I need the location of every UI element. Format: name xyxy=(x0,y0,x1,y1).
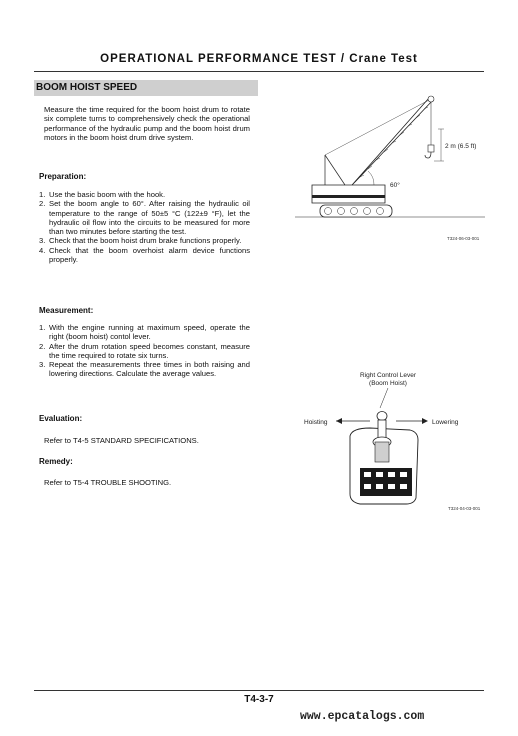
list-item: 1. With the engine running at maximum speed, operate the right (boom hoist) contol lever. xyxy=(39,323,250,342)
watermark: www.epcatalogs.com xyxy=(300,710,425,723)
control-lever-figure xyxy=(300,368,490,518)
list-item: 2. Set the boom angle to 60°. After raising the hydraulic oil temperature to the range of 50±5 °C (122±9 °F), let the hydraulic oil flow into the circuits to be measured for more than two minutes before starting the test. xyxy=(39,199,250,237)
list-item: 2. After the drum rotation speed becomes constant, measure the time required to rotate six turns. xyxy=(39,341,250,360)
page-number: T4-3-7 xyxy=(244,694,274,705)
figure-caption: T324-04-03-001 xyxy=(448,506,481,511)
page-title: OPERATIONAL PERFORMANCE TEST / Crane Test xyxy=(100,53,418,65)
hoisting-label: Hoisting xyxy=(304,419,328,426)
list-item: 4. Check that the boom overhoist alarm device functions properly. xyxy=(39,245,250,265)
list-item: 3. Check that the boom hoist drum brake functions properly. xyxy=(39,236,242,246)
preparation-heading: Preparation: xyxy=(39,172,87,181)
header-divider xyxy=(34,71,484,72)
angle-label: 60° xyxy=(390,182,400,189)
evaluation-text: Refer to T4-5 STANDARD SPECIFICATIONS. xyxy=(44,436,199,445)
intro-paragraph: Measure the time required for the boom hoist drum to rotate six complete turns to comprehensively check the operational performance of the hydraulic pump and the boom hoist drum motors in the boom hoist drum drive system. xyxy=(44,105,250,142)
lever-label: Right Control Lever xyxy=(360,372,416,379)
figure-caption: T324-06-03-001 xyxy=(447,236,480,241)
lever-illustration xyxy=(336,388,428,504)
footer-divider xyxy=(34,690,484,691)
section-title: BOOM HOIST SPEED xyxy=(34,80,258,96)
measurement-heading: Measurement: xyxy=(39,306,94,315)
evaluation-heading: Evaluation: xyxy=(39,414,83,423)
preparation-list xyxy=(39,190,250,264)
crane-figure xyxy=(290,85,490,245)
measurement-list xyxy=(39,323,250,379)
height-label: 2 m (6.5 ft) xyxy=(445,143,477,150)
remedy-text: Refer to T5-4 TROUBLE SHOOTING. xyxy=(44,478,172,487)
list-item: 1. Use the basic boom with the hook. xyxy=(39,190,166,199)
lever-label-sub: (Boom Hoist) xyxy=(369,380,407,387)
crane-illustration xyxy=(295,96,485,217)
lowering-label: Lowering xyxy=(432,419,459,426)
remedy-heading: Remedy: xyxy=(39,457,73,466)
list-item: 3. Repeat the measurements three times in both raising and lowering directions. Calculate the average values. xyxy=(39,360,250,379)
